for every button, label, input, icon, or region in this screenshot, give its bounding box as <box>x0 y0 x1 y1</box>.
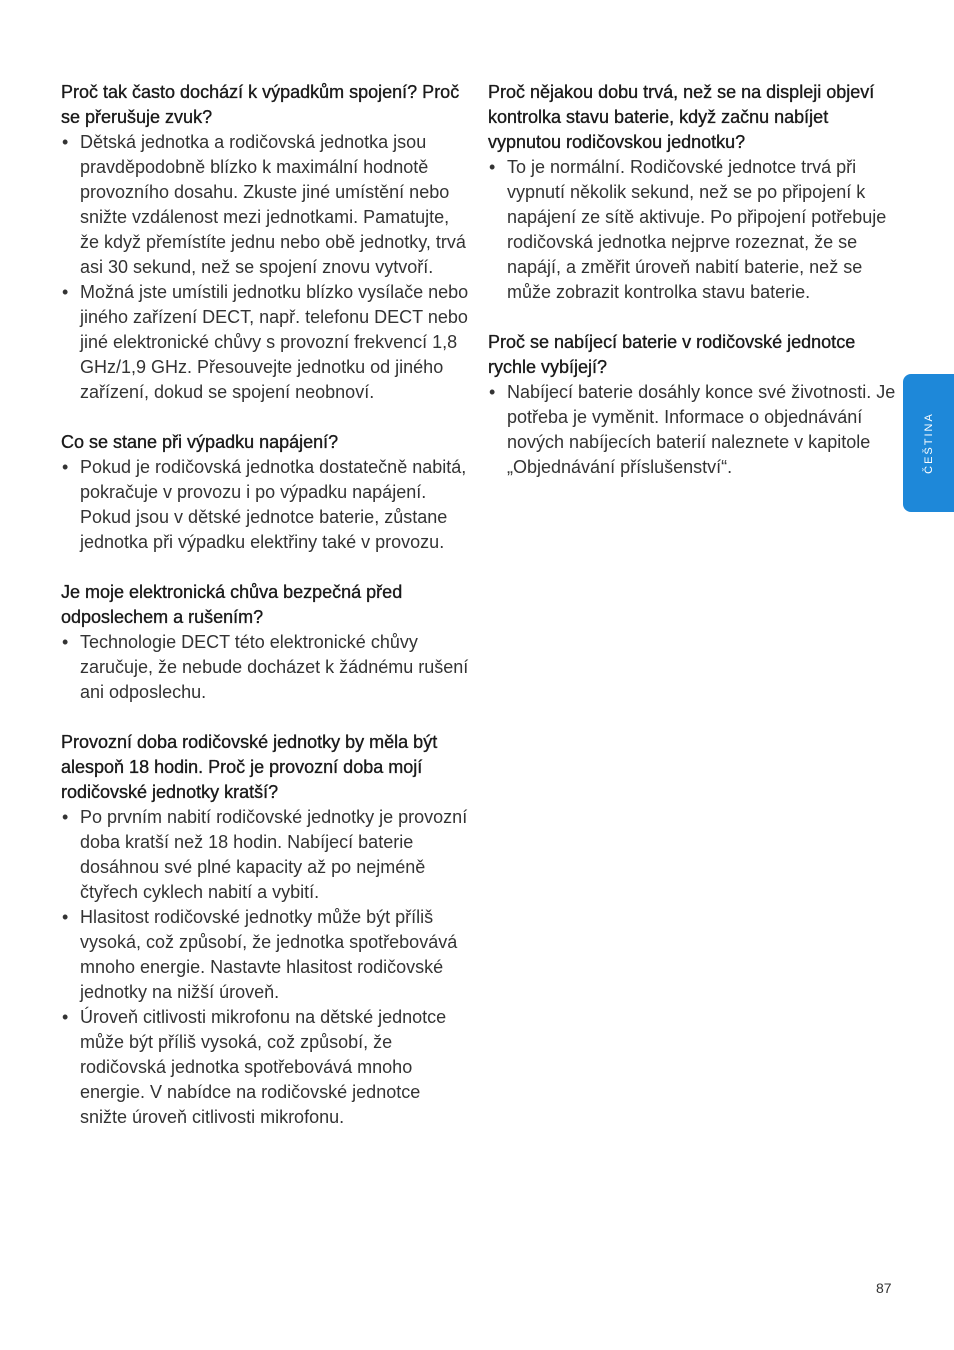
faq-answer-item <box>61 1005 469 1130</box>
faq-section-operating-time <box>61 730 469 1130</box>
faq-question: Proč nějakou dobu trvá, než se na displeji objeví kontrolka stavu baterie, když začnu nabíjet vypnutou rodičovskou jednotku? <box>488 82 875 152</box>
bullet-icon: • <box>62 132 69 152</box>
bullet-icon: • <box>62 1007 69 1027</box>
faq-section-security <box>61 580 469 705</box>
faq-question: Provozní doba rodičovské jednotky by měla být alespoň 18 hodin. Proč je provozní doba mojí rodičovské jednotky kratší? <box>61 732 438 802</box>
bullet-icon: • <box>62 907 69 927</box>
faq-answer-text: To je normální. Rodičovské jednotce trvá při vypnutí několik sekund, než se po připojení k napájení ze sítě aktivuje. Po připojení potřebuje rodičovská jednotka nejprve rozeznat, že se napájí, a změřit úroveň nabití baterie, než se může zobrazit kontrolka stavu baterie. <box>507 157 887 302</box>
faq-answer-list <box>61 805 469 1130</box>
language-tab <box>903 374 954 512</box>
bullet-icon: • <box>489 157 496 177</box>
faq-question: Co se stane při výpadku napájení? <box>61 432 339 452</box>
left-column <box>61 80 469 1155</box>
bullet-icon: • <box>62 457 69 477</box>
faq-answer-text: Pokud je rodičovská jednotka dostatečně nabitá, pokračuje v provozu i po výpadku napájení. Pokud jsou v dětské jednotce baterie, zůstane jednotka při výpadku elektřiny také v provozu. <box>80 457 467 552</box>
faq-answer-list <box>488 155 898 305</box>
faq-answer-item <box>61 905 469 1005</box>
faq-section-power-outage <box>61 430 469 555</box>
faq-answer-item <box>61 630 469 705</box>
bullet-icon: • <box>489 382 496 402</box>
page-number: 87 <box>876 1280 892 1296</box>
faq-answer-text: Po prvním nabití rodičovské jednotky je provozní doba kratší než 18 hodin. Nabíjecí baterie dosáhnou své plné kapacity až po nejméně čtyřech cyklech nabití a vybití. <box>80 807 468 902</box>
faq-answer-list <box>488 380 898 480</box>
faq-answer-text: Dětská jednotka a rodičovská jednotka jsou pravděpodobně blízko k maximální hodnotě provozního dosahu. Zkuste jiné umístění nebo snižte vzdálenost mezi jednotkami. Pamatujte, že když přemístíte jednu nebo obě jednotky, trvá asi 30 sekund, než se spojení znovu vytvoří. <box>80 132 466 277</box>
faq-section-battery-drain <box>488 330 898 480</box>
faq-answer-text: Hlasitost rodičovské jednotky může být příliš vysoká, což způsobí, že jednotka spotřebovává mnoho energie. Nastavte hlasitost rodičovské jednotky na nižší úroveň. <box>80 907 458 1002</box>
faq-answer-item <box>488 380 898 480</box>
bullet-icon: • <box>62 632 69 652</box>
faq-answer-item <box>61 280 469 405</box>
faq-answer-text: Úroveň citlivosti mikrofonu na dětské jednotce může být příliš vysoká, což způsobí, že rodičovská jednotka spotřebovává mnoho energie. V nabídce na rodičovské jednotce snižte úroveň citlivosti mikrofonu. <box>80 1007 447 1127</box>
faq-answer-text: Možná jste umístili jednotku blízko vysílače nebo jiného zařízení DECT, např. telefonu DECT nebo jiné elektronické chůvy s provozní frekvencí 1,8 GHz/1,9 GHz. Přesouvejte jednotku od jiného zařízení, dokud se spojení neobnoví. <box>80 282 469 402</box>
faq-answer-item <box>61 130 469 280</box>
faq-section-connection-loss <box>61 80 469 405</box>
faq-question: Proč tak často dochází k výpadkům spojení? Proč se přerušuje zvuk? <box>61 82 460 127</box>
faq-answer-item <box>488 155 898 305</box>
language-tab-label: ČEŠTINA <box>922 412 935 474</box>
faq-answer-list <box>61 630 469 705</box>
faq-question: Proč se nabíjecí baterie v rodičovské jednotce rychle vybíjejí? <box>488 332 856 377</box>
faq-answer-text: Nabíjecí baterie dosáhly konce své životnosti. Je potřeba je vyměnit. Informace o objednávání nových nabíjecích baterií naleznete v kapitole „Objednávání příslušenství“. <box>507 382 896 477</box>
faq-answer-item <box>61 805 469 905</box>
faq-section-battery-indicator <box>488 80 898 305</box>
bullet-icon: • <box>62 807 69 827</box>
faq-answer-item <box>61 455 469 555</box>
bullet-icon: • <box>62 282 69 302</box>
faq-question: Je moje elektronická chůva bezpečná před odposlechem a rušením? <box>61 582 403 627</box>
faq-answer-list <box>61 455 469 555</box>
right-column <box>488 80 898 505</box>
faq-answer-list <box>61 130 469 405</box>
faq-answer-text: Technologie DECT této elektronické chůvy zaručuje, že nebude docházet k žádnému rušení ani odposlechu. <box>80 632 469 702</box>
